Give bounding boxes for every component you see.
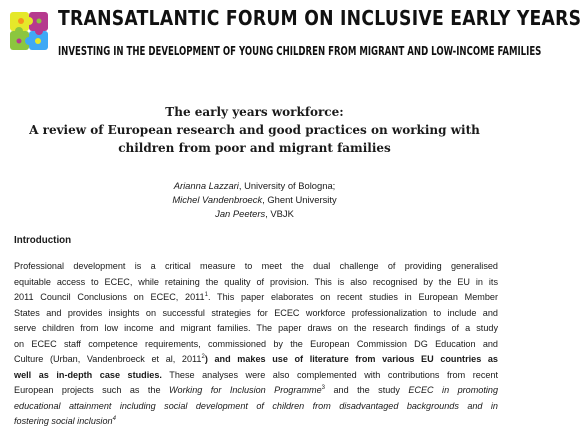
para-text-italic: fostering social inclusion [14, 416, 113, 426]
para-line: on ECEC staff competence requirements, commissioned by the European Commission DG Education and [14, 338, 498, 349]
author-affiliation: , University of Bologna; [238, 180, 336, 191]
para-line [14, 352, 498, 368]
para-line: equitable access to ECEC, while retaining the quality of provision. This is also recognised by the EU in its [14, 276, 498, 287]
para-text-italic: ECEC in promoting [408, 385, 499, 395]
footnote-4: 4 [112, 415, 116, 422]
author-affiliation: , VBJK [265, 208, 294, 219]
author-list [0, 179, 509, 221]
author-3 [0, 207, 509, 221]
author-name: Jan Peeters [215, 208, 266, 219]
para-line [14, 414, 498, 430]
para-line: Professional development is a critical measure to meet the dual challenge of providing generalised [14, 261, 498, 271]
forum-logo [8, 10, 50, 52]
para-text-italic: Working for Inclusion Programme [168, 385, 322, 395]
intro-paragraph [14, 259, 498, 430]
para-line: serve children from low income and migrant families. The paper draws on the research findings of a study [14, 323, 498, 333]
para-text-bold: well as in-depth case studies. [14, 369, 162, 380]
para-text: 2011 Council Conclusions on ECEC, 2011 [14, 292, 205, 302]
para-line [14, 368, 498, 384]
footnote-3: 3 [321, 384, 326, 391]
footnote-1: 1 [204, 291, 208, 298]
paper-title [0, 103, 509, 157]
para-text: European projects such as the [14, 385, 169, 395]
author-2 [0, 193, 509, 207]
section-heading: Introduction [14, 235, 72, 246]
para-line [14, 383, 498, 399]
author-name: Michel Vandenbroeck [172, 194, 263, 205]
para-text: . This paper elaborates on recent studies in European Member [207, 292, 498, 302]
para-text: Culture (Urban, Vandenbroeck et al, 2011 [14, 354, 202, 364]
para-text-bold: ) and makes use of literature from various EU countries as [204, 354, 498, 364]
forum-title: TRANSATLANTIC FORUM ON INCLUSIVE EARLY YEARS [58, 6, 581, 30]
author-name: Arianna Lazzari [173, 180, 239, 191]
title-line-1: The early years workforce: [165, 105, 344, 119]
para-line: educational attainment including social development of children from disadvantaged backgrounds and in [14, 400, 498, 411]
footnote-2: 2 [201, 353, 205, 360]
para-text: and the study [325, 385, 409, 395]
para-line [14, 290, 498, 306]
title-line-3: children from poor and migrant families [118, 141, 391, 155]
para-text: These analyses were also complemented with contributions from recent [161, 369, 499, 380]
para-line: States and provides insights on successful strategies for ECEC workforce professionalization to include and [14, 307, 498, 318]
author-1 [0, 179, 509, 193]
author-affiliation: , Ghent University [262, 194, 337, 205]
title-line-2: A review of European research and good practices on working with [29, 123, 480, 137]
forum-subtitle: INVESTING IN THE DEVELOPMENT OF YOUNG CHILDREN FROM MIGRANT AND LOW-INCOME FAMILIES [58, 43, 542, 58]
